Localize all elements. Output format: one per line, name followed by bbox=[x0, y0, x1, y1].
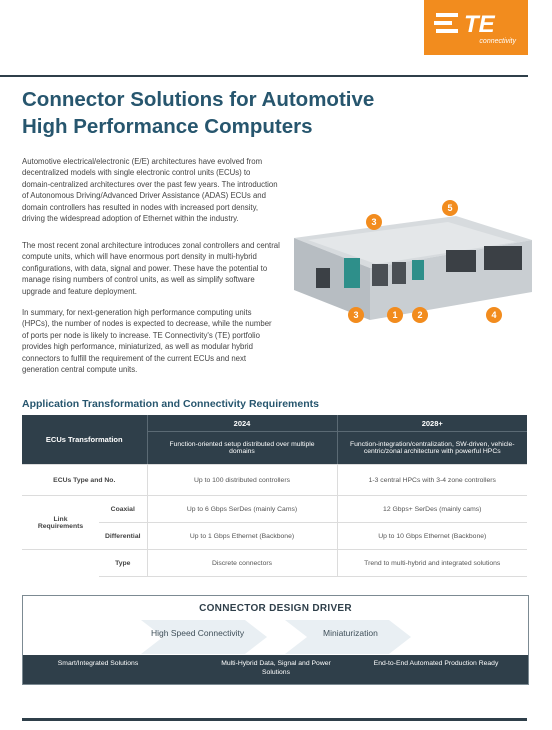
link-requirements-label: Link Requirements bbox=[22, 496, 99, 550]
te-logo-icon bbox=[434, 10, 518, 36]
coaxial-label: Coaxial bbox=[99, 496, 147, 523]
design-driver-title: CONNECTOR DESIGN DRIVER bbox=[199, 603, 352, 614]
callout-badge: 3 bbox=[348, 307, 364, 323]
intro-paragraph: Automotive electrical/electronic (E/E) architectures have evolved from decentralized models with single electronic control units (ECUs) to domain-centralized architectures over the past few years. The introduction of Autonomous Driving/Advanced Driver Assistance (ADAS) ECUs and domain controllers has resulted in nodes with increased port density, driving the widespread adoption of Ethernet within the industry. bbox=[22, 157, 278, 224]
requirements-table bbox=[22, 415, 527, 577]
desc-2028: Function-integration/centralization, SW-driven, vehicle-centric/zonal architecture with powerful HPCs bbox=[337, 432, 527, 465]
design-driver-panel bbox=[22, 595, 529, 685]
title-line-2: High Performance Computers bbox=[22, 115, 313, 138]
ecus-transformation-header: ECUs Transformation bbox=[22, 415, 147, 465]
bar-item-multi-hybrid: Multi-Hybrid Data, Signal and Power Solutions bbox=[221, 660, 331, 676]
differential-2028: Up to 10 Gbps Ethernet (Backbone) bbox=[337, 523, 527, 550]
zonal-paragraph: The most recent zonal architecture introduces zonal controllers and central compute units, which will have enormous port density in multi-hybrid configurations, with data, signal and power. These have the potential to manage rising numbers of control units, as well as simplify software upgrade and feature deployment. bbox=[22, 241, 280, 296]
table-heading: Application Transformation and Connectivity Requirements bbox=[22, 398, 319, 410]
callout-badge: 5 bbox=[442, 200, 458, 216]
logo-text: TE bbox=[464, 11, 495, 36]
col-2028-header: 2028+ bbox=[337, 415, 527, 432]
coaxial-2024: Up to 6 Gbps SerDes (mainly Cams) bbox=[147, 496, 337, 523]
callout-badge: 2 bbox=[412, 307, 428, 323]
te-logo bbox=[424, 0, 528, 55]
table-row bbox=[22, 550, 527, 577]
page-title bbox=[22, 86, 442, 140]
table-row bbox=[22, 465, 527, 496]
col-2024-header: 2024 bbox=[147, 415, 337, 432]
desc-2024: Function-oriented setup distributed over multiple domains bbox=[147, 432, 337, 465]
chevron-arrows-graphic bbox=[23, 618, 528, 656]
type-2028: Trend to multi-hybrid and integrated solutions bbox=[337, 550, 527, 577]
empty-cell bbox=[22, 550, 99, 577]
ecus-type-label: ECUs Type and No. bbox=[22, 465, 147, 496]
ecus-type-2024: Up to 100 distributed controllers bbox=[147, 465, 337, 496]
hpc-product-image bbox=[288, 203, 538, 340]
callout-badge: 4 bbox=[486, 307, 502, 323]
type-label: Type bbox=[99, 550, 147, 577]
title-line-1: Connector Solutions for Automotive bbox=[22, 88, 375, 111]
bar-item-end-to-end: End-to-End Automated Production Ready bbox=[373, 660, 499, 667]
differential-label: Differential bbox=[99, 523, 147, 550]
callout-badge: 3 bbox=[366, 214, 382, 230]
bar-item-smart-integrated: Smart/Integrated Solutions bbox=[57, 660, 139, 667]
bottom-rule bbox=[22, 718, 527, 721]
high-speed-connectivity-label: High Speed Connectivity bbox=[151, 628, 245, 638]
summary-paragraph: In summary, for next-generation high performance computing units (HPCs), the number of nodes is expected to decrease, while the number of ports per node is likely to increase. TE Connectivity's (TE) portfolio provides high performance, miniaturized, as well as modular hybrid connectors to fulfill the requirement of the current ECUs and next generation central compute units. bbox=[22, 308, 272, 375]
ecus-type-2028: 1-3 central HPCs with 3-4 zone controllers bbox=[337, 465, 527, 496]
top-rule bbox=[0, 75, 528, 77]
logo-tagline: connectivity bbox=[479, 38, 516, 45]
miniaturization-label: Miniaturization bbox=[323, 628, 378, 638]
table-row bbox=[22, 496, 527, 523]
differential-2024: Up to 1 Gbps Ethernet (Backbone) bbox=[147, 523, 337, 550]
hpc-unit-illustration bbox=[288, 210, 538, 340]
coaxial-2028: 12 Gbps+ SerDes (mainly cams) bbox=[337, 496, 527, 523]
table-header-row bbox=[22, 415, 527, 432]
type-2024: Discrete connectors bbox=[147, 550, 337, 577]
callout-badge: 1 bbox=[387, 307, 403, 323]
